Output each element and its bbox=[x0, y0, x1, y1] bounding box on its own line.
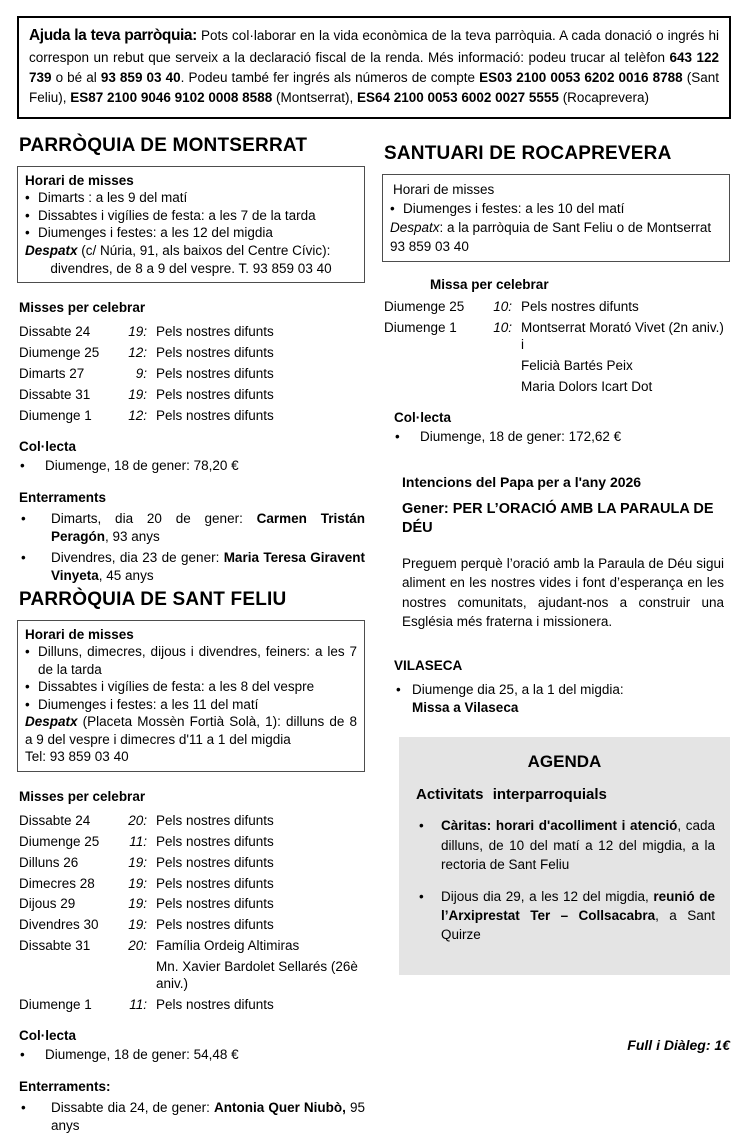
mass-day: Dissabte 31 bbox=[19, 386, 91, 402]
horari-item bbox=[25, 643, 357, 678]
mass-day: Diumenge 25 bbox=[384, 299, 465, 315]
agenda-item-bold: reunió de l’Arxiprestat Ter – Collsacabra bbox=[441, 888, 715, 924]
bullet: • bbox=[25, 679, 30, 695]
mass-day: Diumenge 25 bbox=[19, 345, 100, 360]
santfeliu-horari-box bbox=[17, 620, 365, 772]
mass-row bbox=[19, 834, 365, 851]
santfeliu-title: PARRÒQUIA DE SANT FELIU bbox=[19, 588, 287, 610]
rocaprevera-despatx bbox=[390, 218, 722, 237]
mass-time: 19: bbox=[128, 917, 147, 933]
mass-day: Diumenge 1 bbox=[384, 320, 457, 336]
mass-day: Dimecres 28 bbox=[19, 875, 95, 891]
mass-intention: Pels nostres difunts bbox=[156, 345, 274, 360]
vilaseca-line1: Diumenge dia 25, a la 1 del migdia: bbox=[412, 682, 624, 697]
montserrat-title: PARRÒQUIA DE MONTSERRAT bbox=[19, 134, 308, 156]
bullet: • bbox=[25, 190, 30, 206]
horari-item-text: Dimarts : a les 9 del matí bbox=[38, 190, 188, 206]
mass-row bbox=[19, 387, 365, 404]
santfeliu-phone: Tel: 93 859 03 40 bbox=[25, 749, 129, 765]
rocaprevera-title: SANTUARI DE ROCAPREVERA bbox=[384, 142, 672, 164]
mass-time: 11: bbox=[129, 996, 147, 1012]
mass-row bbox=[19, 324, 365, 341]
deceased-name: Antonia Quer Niubò, bbox=[214, 1099, 346, 1115]
mass-day: Dissabte 24 bbox=[19, 324, 91, 340]
mass-intention: Pels nostres difunts bbox=[156, 996, 274, 1012]
rocaprevera-horari-heading: Horari de misses bbox=[393, 181, 495, 197]
funeral-text bbox=[51, 549, 365, 585]
mass-time: 20: bbox=[128, 938, 147, 954]
horari-item-text: Diumenges i festes: a les 12 del migdia bbox=[38, 225, 273, 241]
rocaprevera-horari-box bbox=[382, 174, 730, 263]
agenda-item-text bbox=[441, 887, 715, 944]
santfeliu-horari-heading: Horari de misses bbox=[25, 626, 134, 642]
agenda-item-text bbox=[441, 816, 715, 873]
donation-banner bbox=[17, 16, 731, 119]
mass-row bbox=[19, 408, 365, 425]
mass-time: 10: bbox=[493, 299, 512, 315]
agenda-item bbox=[414, 816, 715, 873]
mass-row bbox=[384, 320, 730, 354]
despatx-text: : a la parròquia de Sant Feliu o de Montserrat bbox=[439, 220, 712, 236]
despatx-label: Despatx bbox=[390, 220, 440, 236]
papa-intentions-subtitle: Gener: PER L’ORACIÓ AMB LA PARAULA DE DÉU bbox=[402, 501, 714, 536]
montserrat-despatx bbox=[25, 242, 357, 260]
despatx-text: (Placeta Mossèn Fortià Solà, 1): dilluns de 8 a 9 del vespre i dimecres d'11 a 1 del migdia bbox=[25, 714, 357, 747]
deceased-age: , 93 anys bbox=[105, 528, 160, 544]
funeral-item bbox=[17, 1099, 365, 1135]
collecta-item bbox=[17, 457, 365, 475]
mass-day: Dissabte 24 bbox=[19, 812, 91, 828]
agenda-item-post: , a Sant Quirze bbox=[441, 908, 715, 943]
banner-lead: Ajuda la teva parròquia: bbox=[29, 27, 197, 44]
mass-row bbox=[19, 938, 365, 955]
deceased-age: 95 anys bbox=[51, 1099, 365, 1133]
banner-phone-1: 643 122 739 bbox=[29, 49, 719, 85]
bullet: • bbox=[21, 510, 26, 526]
funeral-date: Dissabte dia 24, de gener: bbox=[51, 1099, 214, 1115]
funeral-date: Dimarts, dia 20 de gener: bbox=[51, 510, 257, 526]
deceased-name: Carmen Tristán Peragón bbox=[51, 510, 365, 544]
bullet: • bbox=[419, 888, 424, 904]
horari-item bbox=[25, 696, 357, 714]
mass-intention: Pels nostres difunts bbox=[156, 407, 274, 423]
mass-intention: Pels nostres difunts bbox=[156, 875, 274, 891]
santfeliu-despatx bbox=[25, 713, 357, 748]
horari-item-text: Dissabtes i vigílies de festa: a les 8 del vespre bbox=[38, 679, 315, 695]
santfeliu-collecta-heading: Col·lecta bbox=[19, 1027, 77, 1043]
montserrat-horari-heading: Horari de misses bbox=[25, 172, 134, 188]
montserrat-collecta-heading: Col·lecta bbox=[19, 438, 77, 454]
mass-day: Divendres 30 bbox=[19, 917, 99, 933]
mass-intention-extra: Maria Dolors Icart Dot bbox=[521, 378, 653, 394]
mass-row bbox=[19, 876, 365, 893]
mass-intention: Pels nostres difunts bbox=[156, 833, 274, 849]
montserrat-horari-box bbox=[17, 166, 365, 283]
mass-row bbox=[19, 997, 365, 1014]
mass-row bbox=[19, 896, 365, 913]
agenda-item-bold: Càritas: horari d'acolliment i atenció bbox=[441, 818, 678, 834]
bullet: • bbox=[25, 696, 30, 712]
bullet: • bbox=[25, 207, 30, 223]
banner-text-1: Pots col·laborar en la vida econòmica de la teva parròquia. A cada donació o ingrés hi correspon un rebut que serveix a la declaració fiscal de la renda. Més informació: podeu trucar al telèfon bbox=[29, 28, 719, 65]
banner-iban-rocaprevera: ES64 2100 0053 6002 0027 5555 bbox=[356, 89, 559, 105]
collecta-amount: Diumenge, 18 de gener: 54,48 € bbox=[45, 1046, 239, 1062]
bullet: • bbox=[20, 457, 25, 473]
mass-intention-extra: Felicià Bartés Peix bbox=[521, 358, 633, 374]
bullet: • bbox=[395, 428, 400, 444]
rocaprevera-collecta-heading: Col·lecta bbox=[394, 409, 452, 425]
vilaseca-section bbox=[382, 658, 730, 717]
funeral-text bbox=[51, 1099, 365, 1135]
papa-intentions-title: Intencions del Papa per a l'any 2026 bbox=[402, 474, 642, 491]
deceased-name: Maria Teresa Giravent Vinyeta bbox=[51, 549, 365, 583]
mass-intention: Pels nostres difunts bbox=[156, 324, 274, 340]
horari-item-text: Diumenges i festes: a les 10 del matí bbox=[403, 201, 625, 216]
banner-iban-santfeliu: ES03 2100 0053 6202 0016 8788 bbox=[479, 69, 683, 85]
agenda-box bbox=[399, 737, 730, 975]
mass-intention-extra: Mn. Xavier Bardolet Sellarés (26è aniv.) bbox=[156, 959, 358, 991]
papa-intentions-section bbox=[382, 446, 730, 632]
horari-item bbox=[25, 678, 357, 696]
banner-text-3: . Podeu també fer ingrés als números de compte bbox=[180, 69, 480, 85]
horari-item-text: Dilluns, dimecres, dijous i divendres, feiners: a les 7 de la tarda bbox=[38, 644, 357, 677]
funeral-item bbox=[17, 510, 365, 546]
bullet: • bbox=[396, 682, 401, 697]
agenda-subtitle: Activitats interparroquials bbox=[416, 786, 607, 804]
funeral-item bbox=[17, 549, 365, 585]
mass-intention: Pels nostres difunts bbox=[156, 854, 274, 870]
mass-day: Diumenge 1 bbox=[19, 996, 92, 1012]
agenda-item-rest: , cada dilluns, de 10 del matí a 12 del migdia, a la rectoria de Sant Feliu bbox=[441, 818, 715, 872]
horari-item bbox=[25, 224, 357, 242]
collecta-amount: Diumenge, 18 de gener: 78,20 € bbox=[45, 457, 239, 473]
mass-intention: Montserrat Morató Vivet (2n aniv.) i bbox=[521, 320, 724, 353]
mass-intention: Pels nostres difunts bbox=[521, 299, 639, 315]
banner-text-6: (Rocaprevera) bbox=[558, 89, 649, 105]
mass-time: 9: bbox=[135, 365, 147, 381]
mass-time: 19: bbox=[128, 324, 147, 340]
collecta-item bbox=[392, 428, 730, 446]
rocaprevera-missa-heading: Missa per celebrar bbox=[430, 277, 549, 293]
collecta-amount: Diumenge, 18 de gener: 172,62 € bbox=[420, 428, 622, 444]
mass-time: 12: bbox=[128, 407, 147, 423]
mass-row bbox=[19, 366, 365, 383]
mass-time: 19: bbox=[128, 386, 147, 402]
bullet: • bbox=[21, 549, 26, 565]
deceased-age: , 45 anys bbox=[98, 567, 154, 583]
montserrat-despatx-hours: divendres, de 8 a 9 del vespre. T. 93 859 03 40 bbox=[50, 260, 332, 276]
papa-intentions-body: Preguem perquè l’oració amb la Paraula de Déu sigui aliment en les nostres vides i font d’esperança en les nostres comunitats, ajudant-nos a construir una Església més fraterna i missionera. bbox=[402, 555, 724, 630]
banner-text-2: o bé al bbox=[51, 69, 101, 85]
agenda-item bbox=[414, 887, 715, 944]
mass-intention: Pels nostres difunts bbox=[156, 812, 274, 828]
mass-time: 19: bbox=[128, 896, 147, 912]
despatx-label: Despatx bbox=[25, 243, 78, 259]
mass-day: Dimarts 27 bbox=[19, 365, 85, 381]
montserrat-misses-heading: Misses per celebrar bbox=[19, 300, 146, 316]
santfeliu-misses-heading: Misses per celebrar bbox=[19, 788, 146, 804]
mass-time: 10: bbox=[493, 320, 512, 336]
bullet: • bbox=[20, 1046, 25, 1062]
mass-row bbox=[19, 855, 365, 872]
montserrat-enterraments-heading: Enterraments bbox=[19, 489, 107, 505]
rocaprevera-phone: 93 859 03 40 bbox=[390, 239, 469, 255]
horari-item-text: Diumenges i festes: a les 11 del matí bbox=[38, 696, 259, 712]
banner-iban-montserrat: ES87 2100 9046 9102 0008 8588 bbox=[70, 89, 273, 105]
bullet: • bbox=[390, 201, 395, 216]
mass-time: 11: bbox=[129, 833, 147, 849]
banner-text-4: (Sant Feliu), bbox=[29, 69, 719, 105]
vilaseca-title: VILASECA bbox=[394, 658, 463, 673]
mass-intention: Pels nostres difunts bbox=[156, 386, 274, 402]
agenda-item-pre: Dijous dia 29, a les 12 del migdia, bbox=[441, 888, 654, 904]
banner-text-5: (Montserrat), bbox=[272, 89, 357, 105]
price-note: Full i Diàleg: 1€ bbox=[627, 1037, 730, 1054]
vilaseca-line2: Missa a Vilaseca bbox=[412, 700, 519, 716]
mass-day: Dilluns 26 bbox=[19, 854, 79, 870]
bullet: • bbox=[21, 1099, 26, 1115]
mass-row bbox=[19, 917, 365, 934]
mass-time: 19: bbox=[128, 875, 147, 891]
collecta-item bbox=[17, 1046, 365, 1064]
mass-intention: Família Ordeig Altimiras bbox=[156, 938, 300, 954]
vilaseca-text bbox=[412, 681, 730, 717]
mass-day: Dissabte 31 bbox=[19, 938, 91, 954]
mass-intention: Pels nostres difunts bbox=[156, 896, 274, 912]
mass-row bbox=[19, 813, 365, 830]
vilaseca-item bbox=[394, 681, 730, 717]
mass-row bbox=[19, 345, 365, 362]
mass-day: Diumenge 1 bbox=[19, 407, 92, 423]
bullet: • bbox=[419, 818, 424, 834]
funeral-text bbox=[51, 510, 365, 546]
horari-item bbox=[25, 207, 357, 225]
mass-intention: Pels nostres difunts bbox=[156, 365, 274, 381]
despatx-label: Despatx bbox=[25, 714, 78, 730]
agenda-title: AGENDA bbox=[527, 752, 602, 772]
columns bbox=[17, 131, 731, 1138]
horari-item bbox=[390, 199, 722, 218]
banner-phone-2: 93 859 03 40 bbox=[100, 69, 181, 85]
horari-item-text: Dissabtes i vigílies de festa: a les 7 de la tarda bbox=[38, 207, 316, 223]
mass-intention: Pels nostres difunts bbox=[156, 917, 274, 933]
left-column bbox=[17, 131, 365, 1138]
mass-time: 20: bbox=[128, 812, 147, 828]
santfeliu-enterraments-heading: Enterraments: bbox=[19, 1078, 111, 1094]
right-column bbox=[382, 131, 730, 1054]
mass-day: Dijous 29 bbox=[19, 896, 76, 912]
mass-day: Diumenge 25 bbox=[19, 833, 100, 849]
bullet: • bbox=[25, 644, 30, 660]
despatx-text: (c/ Núria, 91, als baixos del Centre Cívic): bbox=[77, 243, 331, 259]
mass-time: 19: bbox=[128, 854, 147, 870]
funeral-date: Divendres, dia 23 de gener: bbox=[51, 549, 224, 565]
horari-item bbox=[25, 189, 357, 207]
bullet: • bbox=[25, 225, 30, 241]
mass-row bbox=[384, 299, 730, 316]
mass-time: 12: bbox=[128, 345, 147, 360]
